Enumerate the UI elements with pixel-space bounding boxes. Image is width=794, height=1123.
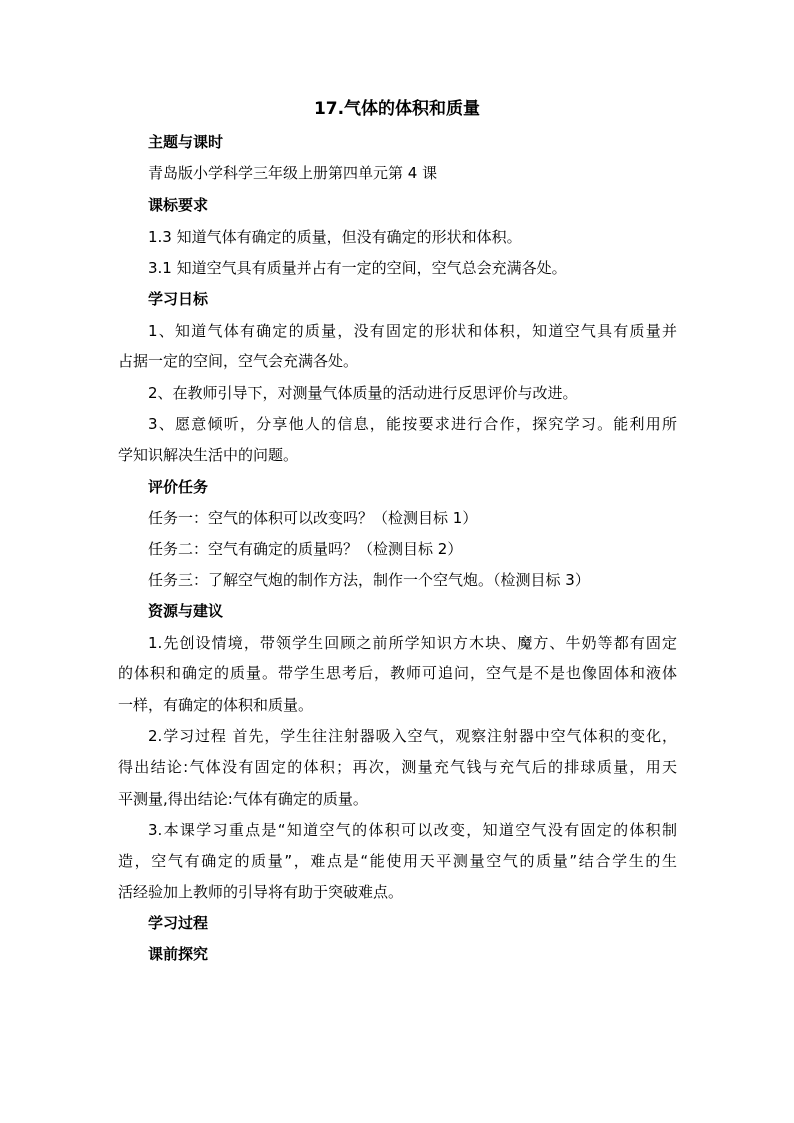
topic-text: 青岛版小学科学三年级上册第四单元第 4 课 (148, 164, 438, 182)
resource-3-line-1: 3.本课学习重点是“知道空气的体积可以改变，知道空气没有固定的体积制 (148, 821, 677, 839)
heading-tasks: 评价任务 (148, 478, 209, 496)
goal-3-line-2: 学知识解决生活中的问题。 (118, 446, 299, 464)
resource-2-line-2: 得出结论:气体没有固定的体积；再次，测量充气钱与充气后的排球质量，用天 (118, 758, 677, 776)
resource-2-line-3: 平测量,得出结论:气体有确定的质量。 (118, 790, 368, 808)
page-title: 17.气体的体积和质量 (313, 99, 481, 119)
heading-resources: 资源与建议 (148, 602, 224, 620)
task-1: 任务一：空气的体积可以改变吗？（检测目标 1） (148, 509, 478, 527)
goal-1-line-1: 1、知道气体有确定的质量，没有固定的形状和体积，知道空气具有质量并 (148, 322, 677, 340)
resource-1-line-2: 的体积和确定的质量。带学生思考后，教师可追问，空气是不是也像固体和液体 (118, 664, 677, 682)
goal-2: 2、在教师引导下，对测量气体质量的活动进行反思评价与改进。 (148, 384, 578, 402)
resource-1-line-1: 1.先创设情境，带领学生回顾之前所学知识方木块、魔方、牛奶等都有固定 (148, 634, 677, 652)
resource-3-line-2: 造，空气有确定的质量”，难点是“能使用天平测量空气的质量”结合学生的生 (118, 852, 677, 870)
standard-2: 3.1 知道空气具有质量并占有一定的空间，空气总会充满各处。 (148, 259, 567, 277)
goal-3-line-1: 3、愿意倾听，分享他人的信息，能按要求进行合作，探究学习。能利用所 (148, 415, 677, 433)
heading-standards: 课标要求 (148, 196, 209, 214)
heading-goals: 学习日标 (148, 290, 209, 308)
heading-preclass: 课前探究 (148, 945, 209, 963)
resource-1-line-3: 一样，有确定的体积和质量。 (118, 696, 314, 714)
task-2: 任务二：空气有确定的质量吗？（检测目标 2） (148, 540, 463, 558)
goal-1-line-2: 占据一定的空间，空气会充满各处。 (118, 352, 359, 370)
resource-3-line-3: 活经验加上教师的引导将有助于突破难点。 (118, 883, 404, 901)
heading-process: 学习过程 (148, 914, 209, 932)
resource-2-line-1: 2.学习过程 首先，学生往注射器吸入空气，观察注射器中空气体积的变化， (148, 727, 677, 745)
task-3: 任务三：了解空气炮的制作方法，制作一个空气炮。（检测目标 3） (148, 571, 590, 589)
standard-1: 1.3 知道气体有确定的质量，但没有确定的形状和体积。 (148, 228, 522, 246)
heading-topic: 主题与课时 (148, 133, 224, 151)
